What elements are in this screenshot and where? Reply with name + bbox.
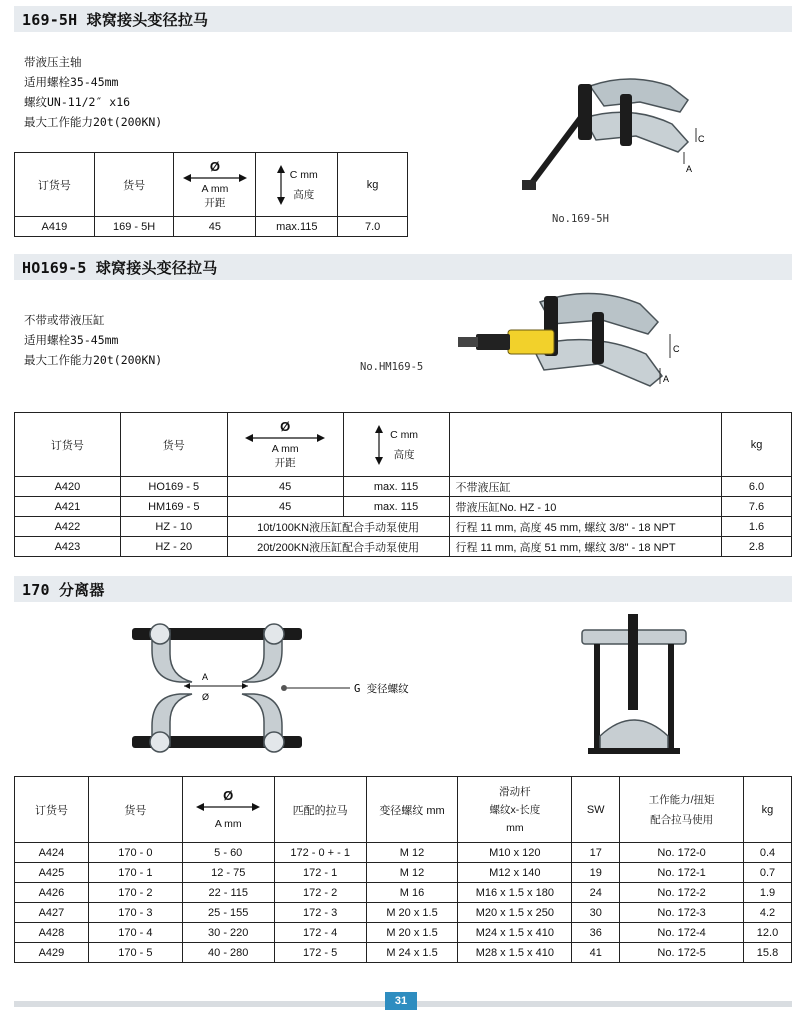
col-part: 货号: [94, 153, 174, 217]
diameter-symbol: Ø: [209, 159, 220, 174]
cell-use: No. 172-1: [620, 863, 744, 883]
dim-label-dia: Ø: [202, 692, 210, 702]
cell-a: 22 - 115: [182, 883, 274, 903]
cell-sw: 17: [572, 843, 620, 863]
table-row: [15, 517, 792, 537]
col-order: 订货号: [15, 777, 89, 843]
cell-order: A419: [15, 217, 95, 237]
cell-puller: 172 - 5: [274, 943, 366, 963]
feature-item: 适用螺栓35-45mm: [24, 333, 119, 347]
dim-label-a: A: [202, 672, 209, 682]
cell-sw: 19: [572, 863, 620, 883]
table-row: [15, 497, 792, 517]
cell-rod: M20 x 1.5 x 250: [458, 903, 572, 923]
cell-order: A429: [15, 943, 89, 963]
spec-table-169-5h: [14, 152, 408, 237]
cell-a: 25 - 155: [182, 903, 274, 923]
ball-joint-puller-image: [520, 66, 710, 196]
hydraulic-ball-joint-puller-image: [452, 282, 692, 402]
cell-sw: 41: [572, 943, 620, 963]
cell-part: 170 - 0: [88, 843, 182, 863]
col-c: [256, 153, 338, 217]
cell-sw: 36: [572, 923, 620, 943]
cell-kg: 4.2: [743, 903, 791, 923]
col-rod-line3: mm: [506, 821, 524, 834]
cell-a: 45: [227, 477, 343, 497]
cell-order: A428: [15, 923, 89, 943]
cell-use: No. 172-0: [620, 843, 744, 863]
cell-puller: 172 - 4: [274, 923, 366, 943]
col-a: [227, 413, 343, 477]
col-rod-line2: 螺纹x-长度: [489, 803, 541, 816]
cell-order: A424: [15, 843, 89, 863]
col-note: [449, 413, 722, 477]
cell-note: 带液压缸No. HZ - 10: [449, 497, 722, 517]
cell-part: HM169 - 5: [120, 497, 227, 517]
cell-note: 不带液压缸: [449, 477, 722, 497]
cell-a: 30 - 220: [182, 923, 274, 943]
cell-a: 12 - 75: [182, 863, 274, 883]
cell-part: 170 - 5: [88, 943, 182, 963]
dim-label-a: A: [663, 374, 670, 384]
section-title: HO169-5 球窝接头变径拉马: [22, 259, 218, 277]
feature-list: [24, 310, 162, 370]
cell-thread: M 20 x 1.5: [366, 923, 458, 943]
table-row: [15, 883, 792, 903]
col-rod: [458, 777, 572, 843]
table-row: [15, 923, 792, 943]
feature-item: 不带或带液压缸: [24, 313, 105, 327]
cell-rod: M12 x 140: [458, 863, 572, 883]
cell-part: 170 - 4: [88, 923, 182, 943]
col-capacity: [620, 777, 744, 843]
cell-rod: M10 x 120: [458, 843, 572, 863]
double-arrow-icon: [183, 174, 247, 182]
col-part: 货号: [120, 413, 227, 477]
feature-item: 最大工作能力20t(200KN): [24, 115, 163, 129]
col-sw: SW: [572, 777, 620, 843]
cell-part: 170 - 3: [88, 903, 182, 923]
feature-list: [24, 52, 162, 132]
cell-use: No. 172-2: [620, 883, 744, 903]
spec-table-ho169-5: [14, 412, 792, 557]
cell-kg: 0.4: [743, 843, 791, 863]
cell-note: 行程 11 mm, 高度 51 mm, 螺纹 3/8" - 18 NPT: [449, 537, 722, 557]
cell-desc: 20t/200KN液压缸配合手动泵使用: [227, 537, 449, 557]
cell-thread: M 12: [366, 863, 458, 883]
table-row: [15, 843, 792, 863]
table-row: [15, 477, 792, 497]
table-header-row: [15, 777, 792, 843]
double-arrow-icon: [245, 434, 325, 442]
product-caption: No.HM169-5: [360, 361, 424, 373]
cell-sw: 24: [572, 883, 620, 903]
cell-part: 170 - 1: [88, 863, 182, 883]
cell-kg: 1.9: [743, 883, 791, 903]
cell-part: 170 - 2: [88, 883, 182, 903]
col-thread: 变径螺纹 mm: [366, 777, 458, 843]
section-header-169-5h: [14, 6, 792, 32]
col-cap-line1: 工作能力/扭矩: [648, 793, 715, 806]
dim-label-c: C: [673, 344, 680, 354]
cell-kg: 0.7: [743, 863, 791, 883]
diameter-symbol: Ø: [280, 419, 291, 434]
cell-note: 行程 11 mm, 高度 45 mm, 螺纹 3/8" - 18 NPT: [449, 517, 722, 537]
col-c-note: 高度: [393, 448, 415, 461]
cell-thread: M 20 x 1.5: [366, 903, 458, 923]
g-thread-label: G 变径螺纹: [354, 683, 409, 695]
cell-a: 40 - 280: [182, 943, 274, 963]
cell-kg: 12.0: [743, 923, 791, 943]
product-caption: No.169-5H: [552, 213, 609, 225]
section-header-ho169-5: [14, 254, 792, 280]
cell-thread: M 12: [366, 843, 458, 863]
cell-sw: 30: [572, 903, 620, 923]
cell-c: max. 115: [343, 477, 449, 497]
bearing-separator-diagram: [122, 620, 452, 764]
vertical-arrow-icon: [374, 425, 384, 465]
cell-a: 45: [174, 217, 256, 237]
dim-label-a: A: [686, 164, 693, 174]
col-c-unit: C mm: [390, 428, 419, 441]
cell-puller: 172 - 2: [274, 883, 366, 903]
cell-puller: 172 - 3: [274, 903, 366, 923]
feature-item: 适用螺栓35-45mm: [24, 75, 119, 89]
cell-rod: M28 x 1.5 x 410: [458, 943, 572, 963]
cell-kg: 7.6: [722, 497, 792, 517]
double-arrow-icon: [196, 803, 260, 811]
section-header-170: [14, 576, 792, 602]
col-cap-line2: 配合拉马使用: [650, 813, 714, 826]
col-c-note: 高度: [293, 188, 315, 201]
section-title: 170 分离器: [22, 581, 105, 599]
cell-part: 169 - 5H: [94, 217, 174, 237]
table-header-row: [15, 153, 408, 217]
col-puller: 匹配的拉马: [274, 777, 366, 843]
col-order: 订货号: [15, 413, 121, 477]
col-rod-line1: 滑动杆: [499, 785, 531, 798]
cell-thread: M 24 x 1.5: [366, 943, 458, 963]
table-row: [15, 863, 792, 883]
feature-item: 带液压主轴: [24, 55, 82, 69]
cell-order: A426: [15, 883, 89, 903]
feature-item: 最大工作能力20t(200KN): [24, 353, 163, 367]
cell-kg: 2.8: [722, 537, 792, 557]
cell-a: 5 - 60: [182, 843, 274, 863]
cell-rod: M24 x 1.5 x 410: [458, 923, 572, 943]
col-a-note: 开距: [274, 457, 296, 469]
col-a: [182, 777, 274, 843]
col-a-unit: A mm: [201, 183, 229, 195]
col-part: 货号: [88, 777, 182, 843]
page-number: 31: [385, 992, 417, 1010]
cell-a: 45: [227, 497, 343, 517]
cell-kg: 7.0: [338, 217, 408, 237]
col-order: 订货号: [15, 153, 95, 217]
cell-use: No. 172-5: [620, 943, 744, 963]
col-kg: kg: [722, 413, 792, 477]
cell-c: max. 115: [343, 497, 449, 517]
cell-part: HZ - 20: [120, 537, 227, 557]
cell-desc: 10t/100KN液压缸配合手动泵使用: [227, 517, 449, 537]
cell-use: No. 172-3: [620, 903, 744, 923]
cell-kg: 1.6: [722, 517, 792, 537]
cell-c: max.115: [256, 217, 338, 237]
table-header-row: [15, 413, 792, 477]
col-a: [174, 153, 256, 217]
feature-item: 螺纹UN-11/2″ x16: [24, 95, 131, 109]
col-a-note: 开距: [204, 197, 226, 209]
table-row: [15, 537, 792, 557]
cell-kg: 6.0: [722, 477, 792, 497]
dim-label-c: C: [698, 134, 705, 144]
cell-order: A422: [15, 517, 121, 537]
cell-part: HZ - 10: [120, 517, 227, 537]
cell-use: No. 172-4: [620, 923, 744, 943]
cell-thread: M 16: [366, 883, 458, 903]
table-row: [15, 903, 792, 923]
cell-order: A421: [15, 497, 121, 517]
diameter-symbol: Ø: [223, 788, 234, 803]
table-row: [15, 217, 408, 237]
table-row: [15, 943, 792, 963]
col-a-unit: A mm: [214, 818, 242, 830]
cell-puller: 172 - 0 + - 1: [274, 843, 366, 863]
vertical-arrow-icon: [276, 165, 286, 205]
cell-kg: 15.8: [743, 943, 791, 963]
cell-order: A423: [15, 537, 121, 557]
cell-order: A420: [15, 477, 121, 497]
cell-order: A427: [15, 903, 89, 923]
section-title: 169-5H 球窝接头变径拉马: [22, 11, 209, 29]
cell-puller: 172 - 1: [274, 863, 366, 883]
col-kg: kg: [338, 153, 408, 217]
spec-table-170: [14, 776, 792, 963]
col-c: [343, 413, 449, 477]
separator-with-puller-image: [574, 612, 694, 768]
cell-part: HO169 - 5: [120, 477, 227, 497]
col-kg: kg: [743, 777, 791, 843]
col-c-unit: C mm: [289, 168, 318, 181]
cell-rod: M16 x 1.5 x 180: [458, 883, 572, 903]
col-a-unit: A mm: [271, 443, 299, 455]
cell-order: A425: [15, 863, 89, 883]
